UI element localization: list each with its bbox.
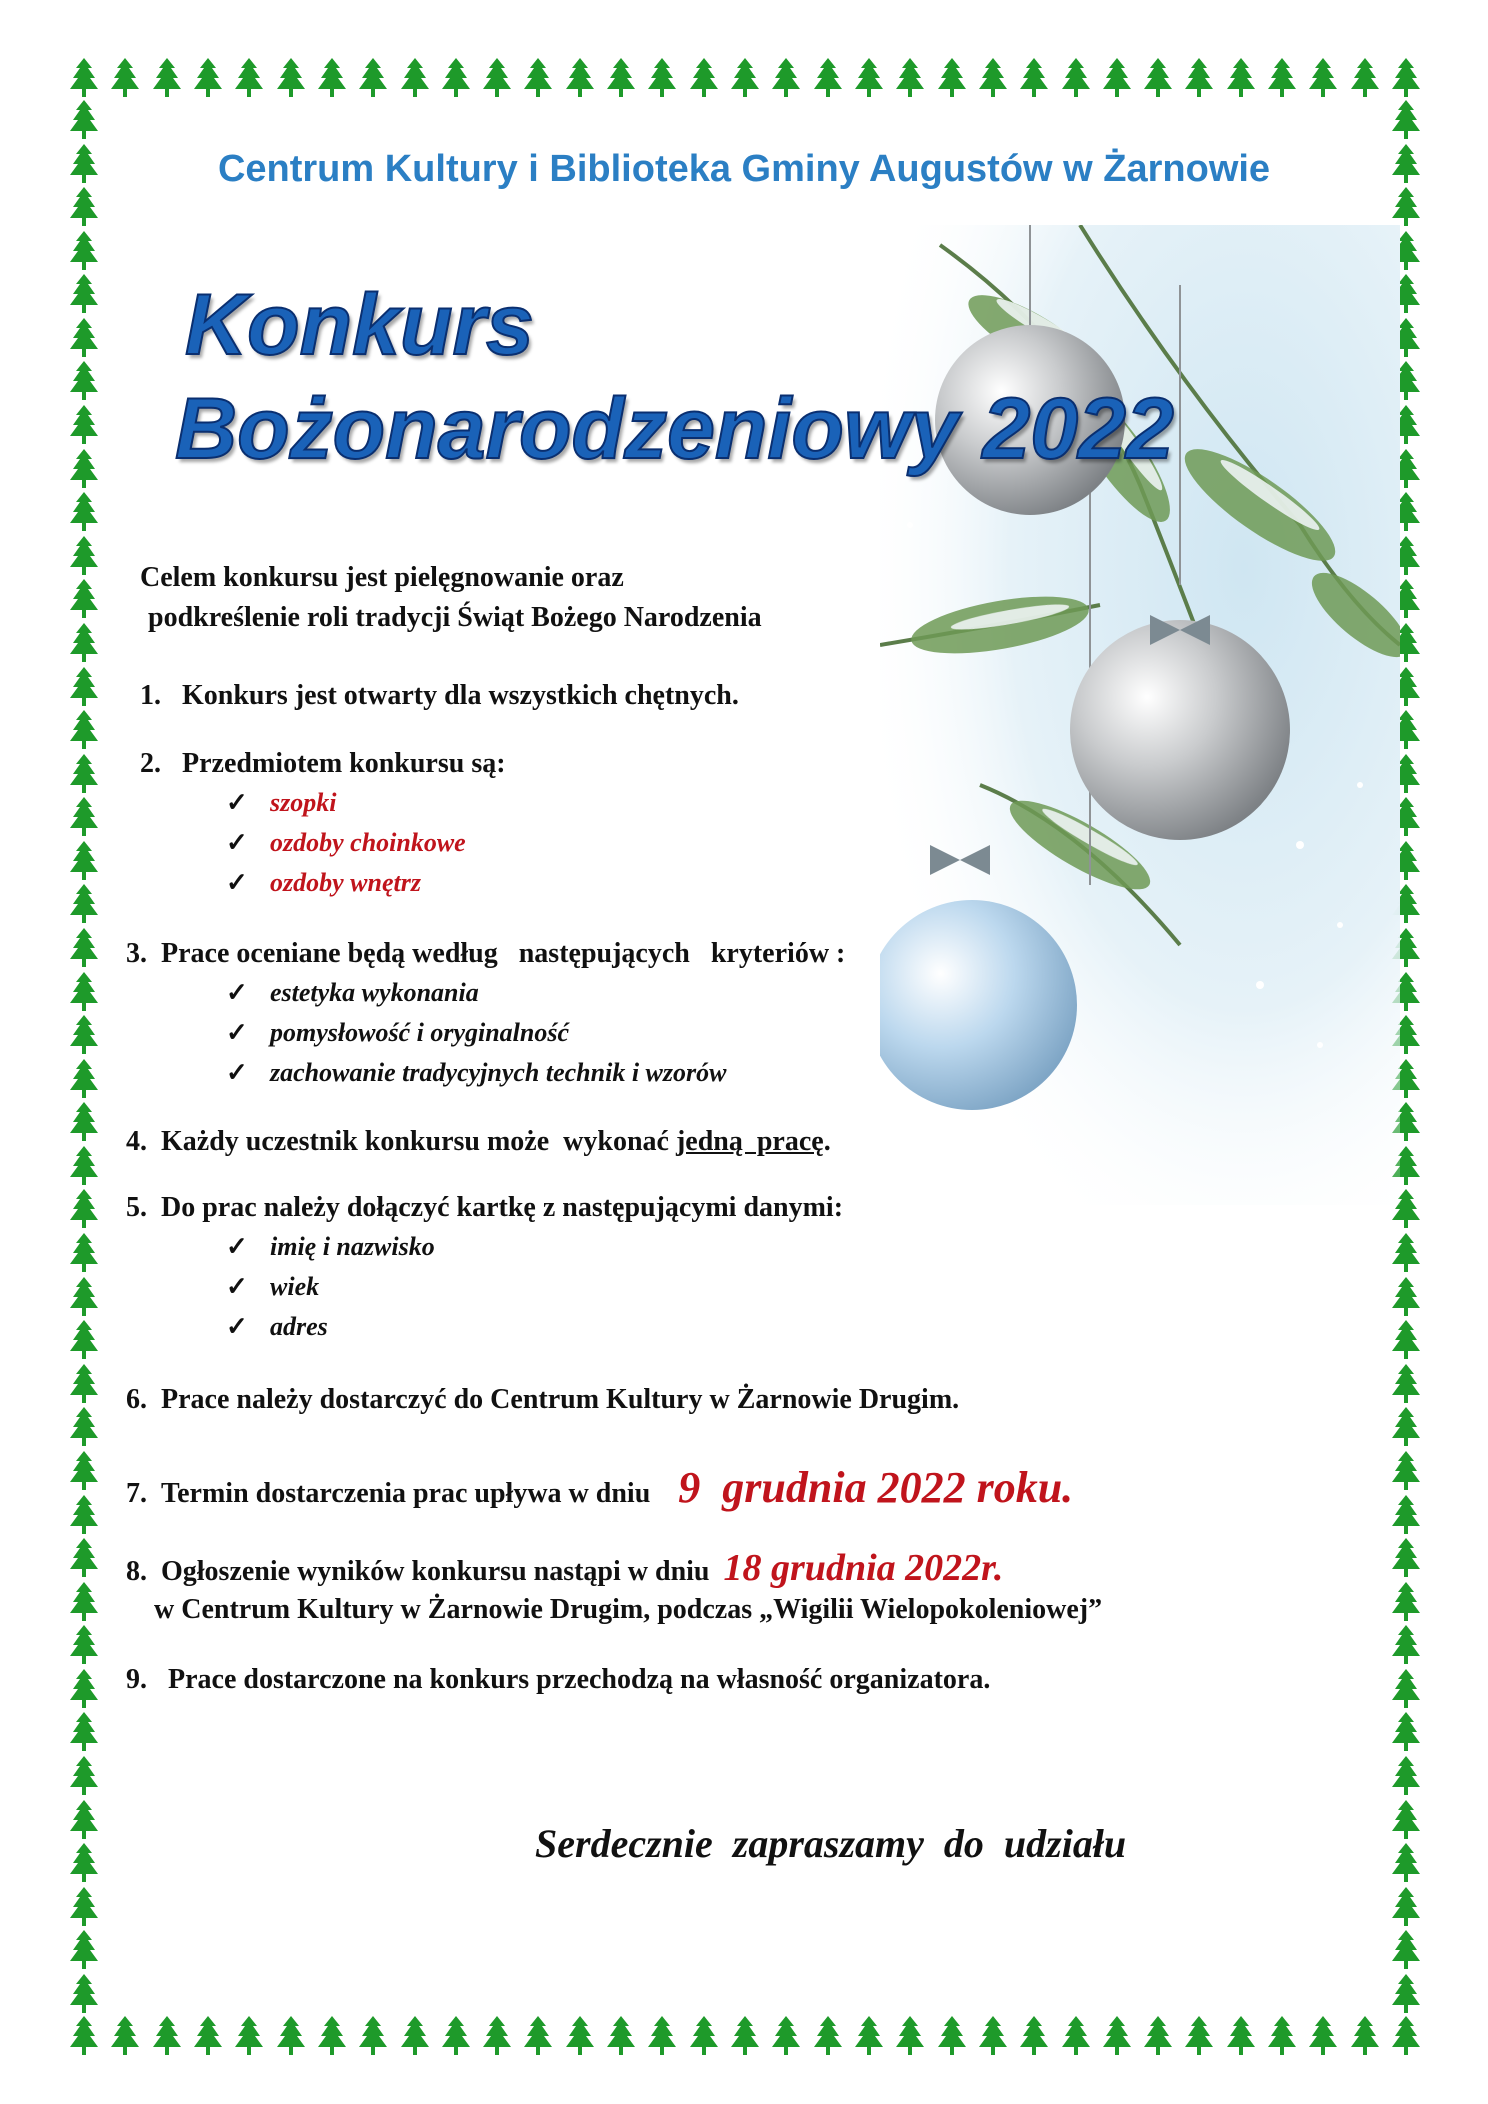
christmas-tree-icon [70, 1364, 98, 1406]
rule-text: Do prac należy dołączyć kartkę z następującymi danymi: [161, 1192, 844, 1223]
rule-8-continuation: w Centrum Kultury w Żarnowie Drugim, podczas „Wigilii Wielopokoleniowej” [154, 1594, 1103, 1625]
christmas-tree-icon [1351, 2016, 1379, 2058]
christmas-tree-icon [70, 1015, 98, 1057]
rule-8 [126, 1546, 1003, 1590]
christmas-tree-icon [153, 58, 181, 100]
rule-text: Prace dostarczone na konkurs przechodzą na własność organizatora. [168, 1664, 991, 1695]
christmas-tree-icon [1392, 2016, 1420, 2058]
christmas-tree-icon [1392, 1625, 1420, 1667]
checkmark-icon: ✓ [226, 1018, 248, 1047]
christmas-tree-icon [1392, 187, 1420, 229]
christmas-tree-icon [731, 58, 759, 100]
christmas-tree-icon [1185, 2016, 1213, 2058]
christmas-tree-icon [70, 1407, 98, 1449]
christmas-tree-icon [1309, 2016, 1337, 2058]
rule-number: 8. [126, 1556, 147, 1587]
christmas-tree-icon [1392, 1974, 1420, 2016]
christmas-tree-icon [938, 2016, 966, 2058]
left-tree-border [70, 100, 98, 2016]
list-item: ✓ ozdoby wnętrz [226, 868, 421, 897]
list-item: ✓ wiek [226, 1272, 320, 1301]
christmas-tree-icon [1062, 2016, 1090, 2058]
christmas-tree-icon [359, 2016, 387, 2058]
christmas-tree-icon [1020, 58, 1048, 100]
christmas-tree-icon [70, 579, 98, 621]
christmas-tree-icon [1103, 2016, 1131, 2058]
christmas-tree-icon [70, 536, 98, 578]
christmas-tree-icon [70, 1712, 98, 1754]
christmas-tree-icon [1392, 1320, 1420, 1362]
rule-7 [126, 1462, 1073, 1513]
christmas-tree-icon [70, 972, 98, 1014]
checkmark-icon: ✓ [226, 828, 248, 857]
christmas-tree-icon [855, 58, 883, 100]
rule-number: 6. [126, 1384, 147, 1415]
title-line-1: Konkurs [185, 277, 534, 373]
rule-1 [140, 680, 739, 712]
christmas-tree-icon [70, 1495, 98, 1537]
christmas-tree-icon [194, 2016, 222, 2058]
christmas-tree-icon [1392, 1495, 1420, 1537]
christmas-tree-icon [1392, 1843, 1420, 1885]
christmas-tree-icon [70, 754, 98, 796]
christmas-tree-icon [1268, 58, 1296, 100]
christmas-tree-icon [896, 2016, 924, 2058]
christmas-tree-icon [70, 1582, 98, 1624]
christmas-tree-icon [70, 1756, 98, 1798]
christmas-tree-icon [70, 1189, 98, 1231]
christmas-tree-icon [277, 2016, 305, 2058]
christmas-tree-icon [70, 449, 98, 491]
christmas-tree-icon [70, 1843, 98, 1885]
christmas-tree-icon [1351, 58, 1379, 100]
christmas-tree-icon [70, 1625, 98, 1667]
rule-number: 9. [126, 1664, 147, 1695]
christmas-tree-icon [938, 58, 966, 100]
rule-text: Konkurs jest otwarty dla wszystkich chętnych. [182, 680, 739, 711]
rule-number: 7. [126, 1478, 147, 1509]
institution-header: Centrum Kultury i Biblioteka Gminy Augustów w Żarnowie [217, 148, 1271, 190]
checkmark-icon: ✓ [226, 1272, 248, 1301]
checkmark-icon: ✓ [226, 1232, 248, 1261]
list-item: ✓ zachowanie tradycyjnych technik i wzorów [226, 1058, 727, 1087]
christmas-tree-icon [855, 2016, 883, 2058]
rule-number: 1. [140, 680, 161, 711]
christmas-tree-icon [70, 1146, 98, 1188]
christmas-tree-icon [814, 2016, 842, 2058]
christmas-tree-icon [70, 100, 98, 142]
christmas-tree-icon [111, 58, 139, 100]
christmas-tree-icon [979, 58, 1007, 100]
christmas-tree-icon [690, 58, 718, 100]
christmas-tree-icon [70, 1974, 98, 2016]
rule-number: 3. [126, 938, 147, 969]
christmas-tree-icon [359, 58, 387, 100]
christmas-tree-icon [483, 58, 511, 100]
rule-2 [140, 748, 506, 780]
christmas-tree-icon [1392, 1887, 1420, 1929]
checkmark-icon: ✓ [226, 868, 248, 897]
christmas-tree-icon [70, 1233, 98, 1275]
checkmark-icon: ✓ [226, 1058, 248, 1087]
christmas-tree-icon [1392, 1669, 1420, 1711]
top-tree-border [70, 58, 1420, 100]
christmas-tree-icon [772, 58, 800, 100]
christmas-tree-icon [1185, 58, 1213, 100]
christmas-tree-icon [70, 492, 98, 534]
christmas-tree-icon [979, 2016, 1007, 2058]
christmas-tree-icon [153, 2016, 181, 2058]
christmas-tree-icon [70, 405, 98, 447]
checkmark-icon: ✓ [226, 788, 248, 817]
christmas-tree-icon [1392, 1451, 1420, 1493]
christmas-tree-icon [1392, 1800, 1420, 1842]
christmas-tree-icon [1392, 1930, 1420, 1972]
contest-title [175, 277, 1174, 477]
christmas-tree-icon [70, 274, 98, 316]
christmas-tree-icon [70, 710, 98, 752]
intro-line-2: podkreślenie roli tradycji Świąt Bożego Narodzenia [148, 602, 762, 633]
christmas-tree-icon [524, 58, 552, 100]
christmas-tree-icon [70, 318, 98, 360]
title-line-2: Bożonarodzeniowy 2022 [175, 381, 1174, 477]
christmas-tree-icon [1392, 100, 1420, 142]
christmas-tree-icon [690, 2016, 718, 2058]
rule-text: Prace należy dostarczyć do Centrum Kultury w Żarnowie Drugim. [161, 1384, 960, 1415]
christmas-tree-icon [70, 187, 98, 229]
christmas-tree-icon [1268, 2016, 1296, 2058]
christmas-tree-icon [70, 1277, 98, 1319]
list-item: ✓ pomysłowość i oryginalność [226, 1018, 570, 1047]
christmas-tree-icon [70, 841, 98, 883]
christmas-tree-icon [1020, 2016, 1048, 2058]
rule-text: Przedmiotem konkursu są: [182, 748, 506, 779]
christmas-tree-icon [70, 928, 98, 970]
christmas-tree-icon [648, 2016, 676, 2058]
rule-9 [126, 1664, 990, 1696]
christmas-tree-icon [277, 58, 305, 100]
rule-number: 2. [140, 748, 161, 779]
list-item: ✓ estetyka wykonania [226, 978, 479, 1007]
rule-number: 5. [126, 1192, 147, 1223]
christmas-tree-icon [1392, 1582, 1420, 1624]
checkmark-icon: ✓ [226, 978, 248, 1007]
results-date: 18 grudnia 2022r. [723, 1547, 1004, 1589]
christmas-tree-icon [731, 2016, 759, 2058]
christmas-tree-icon [70, 1669, 98, 1711]
christmas-tree-icon [401, 58, 429, 100]
list-item: ✓ imię i nazwisko [226, 1232, 435, 1261]
christmas-tree-icon [70, 884, 98, 926]
list-item: ✓ szopki [226, 788, 337, 817]
christmas-tree-icon [442, 2016, 470, 2058]
christmas-tree-icon [318, 2016, 346, 2058]
rule-3 [126, 938, 845, 970]
bottom-tree-border [70, 2016, 1420, 2058]
christmas-tree-icon [1392, 1538, 1420, 1580]
christmas-tree-icon [1309, 58, 1337, 100]
christmas-tree-icon [1392, 1233, 1420, 1275]
christmas-tree-icon [896, 58, 924, 100]
rule-text: Termin dostarczenia prac upływa w dniu [161, 1478, 651, 1509]
christmas-tree-icon [1227, 58, 1255, 100]
christmas-tree-icon [70, 1887, 98, 1929]
rule-text: Każdy uczestnik konkursu może wykonać [161, 1126, 676, 1157]
christmas-tree-icon [70, 1538, 98, 1580]
christmas-tree-icon [194, 58, 222, 100]
christmas-tree-icon [607, 2016, 635, 2058]
christmas-tree-icon [70, 667, 98, 709]
christmas-tree-icon [401, 2016, 429, 2058]
christmas-tree-icon [70, 1059, 98, 1101]
rule-4: 4. Każdy uczestnik konkursu może wykonać jedną pracę. [126, 1126, 831, 1157]
christmas-tree-icon [1062, 58, 1090, 100]
christmas-tree-icon [566, 2016, 594, 2058]
list-item: ✓ adres [226, 1312, 328, 1341]
christmas-tree-icon [607, 58, 635, 100]
rule-number: 4. [126, 1126, 147, 1157]
rule-5 [126, 1192, 843, 1224]
christmas-tree-icon [70, 58, 98, 100]
christmas-tree-icon [772, 2016, 800, 2058]
rule-6 [126, 1384, 959, 1416]
christmas-tree-icon [1392, 58, 1420, 100]
christmas-tree-icon [70, 1102, 98, 1144]
christmas-tree-icon [1227, 2016, 1255, 2058]
closing-invitation: Serdecznie zapraszamy do udziału [535, 1821, 1127, 1866]
christmas-tree-icon [1144, 2016, 1172, 2058]
underlined-text: jedną pracę [675, 1126, 824, 1157]
christmas-tree-icon [318, 58, 346, 100]
christmas-tree-icon [235, 58, 263, 100]
christmas-tree-icon [1392, 1364, 1420, 1406]
deadline-date: 9 grudnia 2022 roku. [678, 1463, 1074, 1512]
christmas-tree-icon [1392, 1756, 1420, 1798]
intro-line-1: Celem konkursu jest pielęgnowanie oraz [140, 562, 624, 593]
christmas-tree-icon [566, 58, 594, 100]
christmas-tree-icon [70, 1320, 98, 1362]
christmas-tree-icon [648, 58, 676, 100]
list-item: ✓ ozdoby choinkowe [226, 828, 466, 857]
christmas-tree-icon [483, 2016, 511, 2058]
christmas-tree-icon [70, 797, 98, 839]
christmas-tree-icon [70, 1930, 98, 1972]
christmas-tree-icon [70, 1800, 98, 1842]
christmas-tree-icon [1392, 1277, 1420, 1319]
christmas-tree-icon [1103, 58, 1131, 100]
christmas-tree-icon [70, 2016, 98, 2058]
christmas-tree-icon [70, 231, 98, 273]
christmas-tree-icon [1144, 58, 1172, 100]
christmas-tree-icon [814, 58, 842, 100]
checkmark-icon: ✓ [226, 1312, 248, 1341]
christmas-tree-icon [70, 361, 98, 403]
rule-text: Prace oceniane będą według następujących kryteriów : [161, 938, 846, 969]
christmas-tree-icon [1392, 1712, 1420, 1754]
christmas-tree-icon [524, 2016, 552, 2058]
christmas-tree-icon [442, 58, 470, 100]
christmas-tree-icon [235, 2016, 263, 2058]
christmas-tree-icon [70, 1451, 98, 1493]
christmas-tree-icon [111, 2016, 139, 2058]
christmas-tree-icon [1392, 1407, 1420, 1449]
christmas-tree-icon [70, 623, 98, 665]
rule-text: Ogłoszenie wyników konkursu nastąpi w dniu [161, 1556, 710, 1587]
